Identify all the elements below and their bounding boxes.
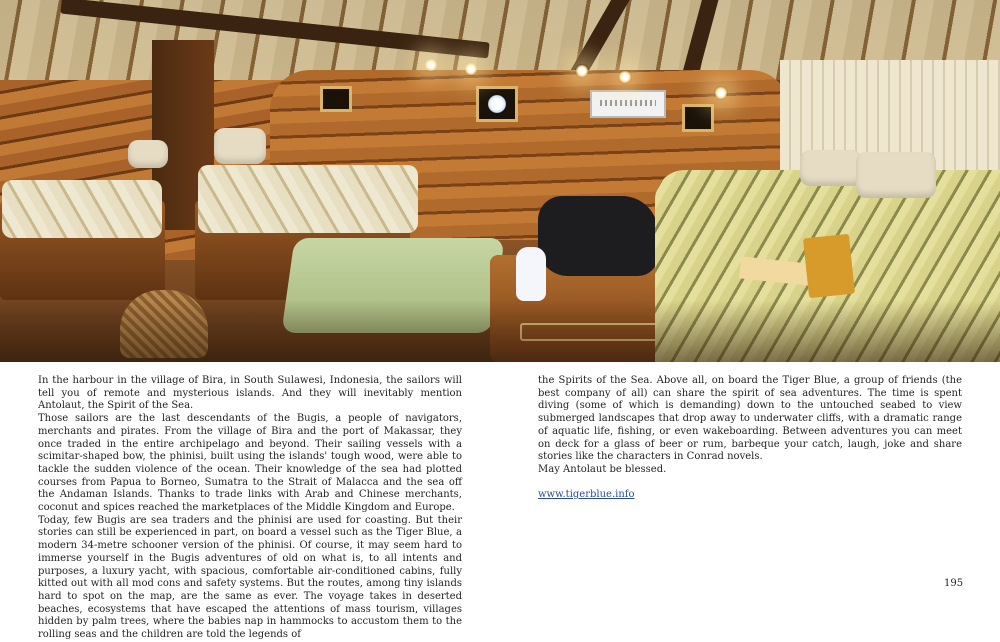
ceiling-lamp xyxy=(464,62,478,76)
ceiling-lamp xyxy=(424,58,438,72)
pillow xyxy=(856,152,936,198)
right-text-column xyxy=(538,375,962,502)
body-paragraph: In the harbour in the village of Bira, in South Sulawesi, Indonesia, the sailors will tell you of remote and mysterious islands. And they will inevitably mention Antolaut, the Spirit of the Sea. xyxy=(38,375,462,412)
bunk-mattress xyxy=(2,180,162,238)
body-paragraph: May Antolaut be blessed. xyxy=(538,463,667,475)
page-number: 195 xyxy=(944,578,964,589)
left-text-column xyxy=(38,375,462,642)
ceiling-lamp xyxy=(575,64,589,78)
body-paragraph: the Spirits of the Sea. Above all, on board the Tiger Blue, a group of friends (the best company of all) can share the spirit of sea adventures. The time is spent diving (some of which is demanding) down to the untouched seabed to view submerged landscapes that drop away to underwater cliffs, with a dramatic range of aquatic life, fishing, or even wakeboarding. Between adventures you can meet on deck for a glass of beer or rum, barbeque your catch, laugh, joke and share stories like the characters in Conrad novels. xyxy=(538,375,962,463)
floor-shadow xyxy=(0,300,1000,362)
website-link[interactable]: www.tigerblue.info xyxy=(538,489,635,501)
body-paragraph: Today, few Bugis are sea traders and the phinisi are used for coasting. But their stories can still be experienced in part, on board a vessel such as the Tiger Blue, a modern 34-metre schooner version of the phinisi. Of course, it may seem hard to immerse yourself in the Bugis adventures of old on what is, to all intents and purposes, a luxury yacht, with spacious, comfortable air-conditioned cabins, fully kitted out with all mod cons and safety systems. But the routes, among tiny islands hard to spot on the map, are the same as ever. The voyage takes in deserted beaches, ecosystems that have escaped the attentions of mass tourism, villages hidden by palm trees, where the babies nap in hammocks to accustom them to the rolling seas and the children are told the legends of xyxy=(38,514,462,641)
body-paragraph: Those sailors are the last descendants of the Bugis, a people of navigators, merchants and pirates. From the village of Bira and the port of Makassar, they once traded in the entire archipelago and beyond. Their sailing vessels with a scimitar-shaped bow, the phinisi, built using the islands' tough wood, were able to tackle the sudden violence of the ocean. Their knowledge of the sea had plotted courses from Papua to Borneo, Sumatra to the Strait of Malacca and the sea off the Andaman Islands. Thanks to trade links with Arab and Chinese merchants, coconut and spices reached the marketplaces of the Middle Kingdom and Europe. xyxy=(38,413,462,514)
ceiling-lamp xyxy=(714,86,728,100)
folded-towel xyxy=(803,234,855,298)
pillow xyxy=(128,140,168,168)
porthole-icon xyxy=(320,86,352,112)
air-conditioner xyxy=(590,90,666,118)
backpack xyxy=(538,196,658,276)
water-bottle xyxy=(516,247,546,301)
porthole-icon xyxy=(682,104,714,132)
pillow xyxy=(800,150,862,186)
ceiling-lamp xyxy=(618,70,632,84)
bunk-mattress xyxy=(198,165,418,233)
porthole-icon xyxy=(476,86,518,122)
pillow xyxy=(214,128,266,164)
